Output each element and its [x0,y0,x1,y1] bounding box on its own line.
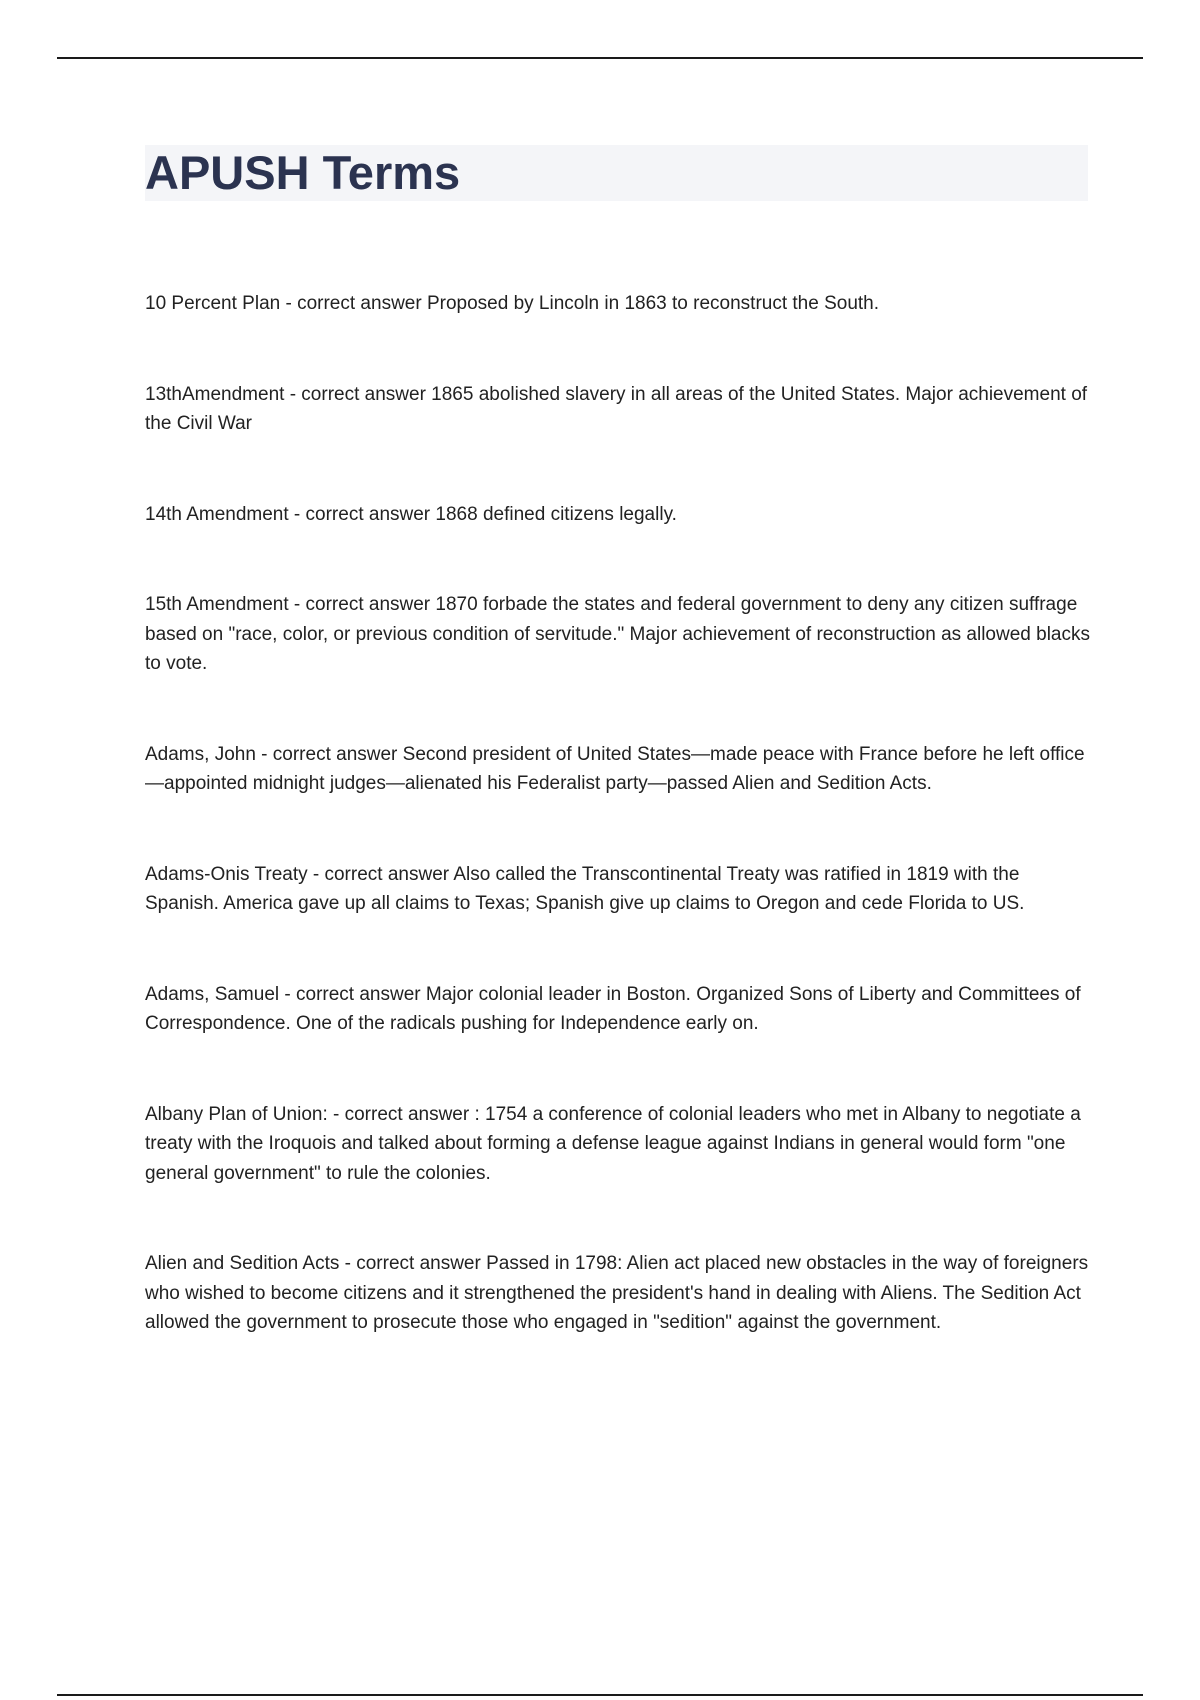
term-entry: Alien and Sedition Acts - correct answer Passed in 1798: Alien act placed new obstacles in the way of foreigners who wished to become citizens and it strengthened the president's hand in dealing with Aliens. The Sedition Act allowed the government to prosecute those who engaged in "sedition" against the government. [145,1253,1089,1333]
term-entry: 13thAmendment - correct answer 1865 abolished slavery in all areas of the United States. Major achievement of the Civil War [145,383,1088,434]
bottom-rule [57,1694,1143,1696]
term-list [145,289,1095,1399]
document-title: APUSH Terms [145,146,461,199]
term-entry: 14th Amendment - correct answer 1868 defined citizens legally. [145,503,677,525]
term-entry: 15th Amendment - correct answer 1870 forbade the states and federal government to deny any citizen suffrage based on "race, color, or previous condition of servitude." Major achievement of reconstruction as allowed blacks to vote. [145,594,1090,674]
top-rule [57,57,1143,59]
term-entry: 10 Percent Plan - correct answer Proposed by Lincoln in 1863 to reconstruct the South. [145,293,880,314]
term-entry: Albany Plan of Union: - correct answer : 1754 a conference of colonial leaders who met in Albany to negotiate a treaty with the Iroquois and talked about forming a defense league against Indians in general would form "one general government" to rule the colonies. [145,1103,1081,1184]
term-entry: Adams, John - correct answer Second president of United States—made peace with France before he left office—appointed midnight judges—alienated his Federalist party—passed Alien and Sedition Acts. [145,743,1085,794]
term-entry: Adams-Onis Treaty - correct answer Also called the Transcontinental Treaty was ratified in 1819 with the Spanish. America gave up all claims to Texas; Spanish give up claims to Oregon and cede Florida to US. [145,863,1025,914]
term-entry: Adams, Samuel - correct answer Major colonial leader in Boston. Organized Sons of Liberty and Committees of Correspondence. One of the radicals pushing for Independence early on. [145,983,1081,1034]
